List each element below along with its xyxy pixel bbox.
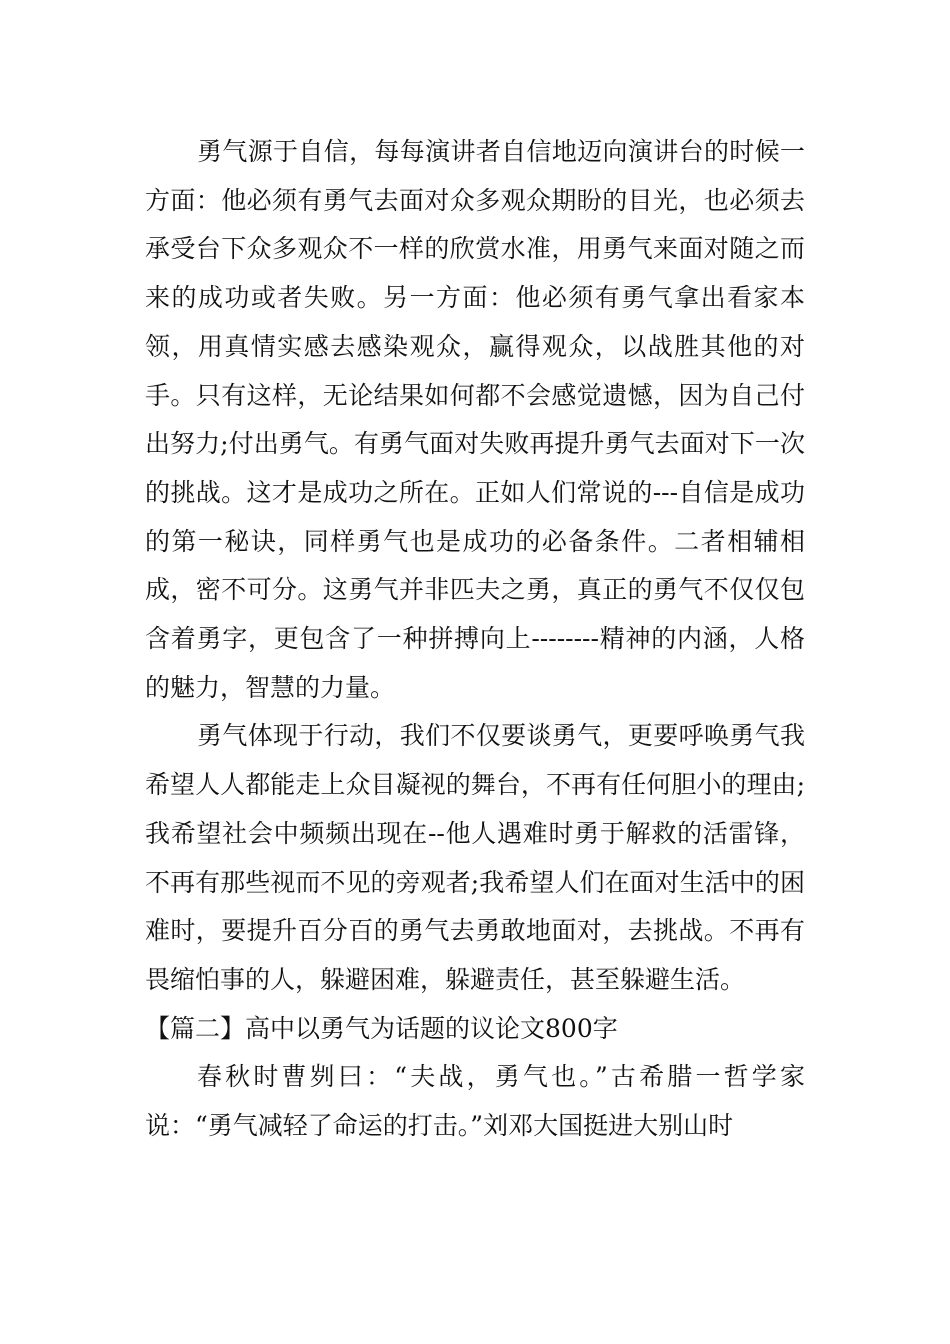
paragraph-history: 春秋时曹刿曰：“夫战，勇气也。”古希腊一哲学家说：“勇气减轻了命运的打击。”刘邓大国挺进大别山时 [145,1062,805,1141]
section-heading: 【篇二】高中以勇气为话题的议论文800字 [145,1013,618,1043]
document-body [145,128,805,1151]
paragraph-action: 勇气体现于行动，我们不仅要谈勇气，更要呼唤勇气我希望人人都能走上众目凝视的舞台，不再有任何胆小的理由;我希望社会中频频出现在--他人遇难时勇于解救的活雷锋，不再有那些视而不见的旁观者;我希望人们在面对生活中的困难时，要提升百分百的勇气去勇敢地面对，去挑战。不再有畏缩怕事的人，躲避困难，躲避责任，甚至躲避生活。 [145,721,805,994]
paragraph-confidence: 勇气源于自信，每每演讲者自信地迈向演讲台的时候一方面：他必须有勇气去面对众多观众期盼的目光，也必须去承受台下众多观众不一样的欣赏水准，用勇气来面对随之而来的成功或者失败。另一方面：他必须有勇气拿出看家本领，用真情实感去感染观众，赢得观众，以战胜其他的对手。只有这样，无论结果如何都不会感觉遗憾，因为自己付出努力;付出勇气。有勇气面对失败再提升勇气去面对下一次的挑战。这才是成功之所在。正如人们常说的---自信是成功的第一秘诀，同样勇气也是成功的必备条件。二者相辅相成，密不可分。这勇气并非匹夫之勇，真正的勇气不仅仅包含着勇字，更包含了一种拼搏向上--------精神的内涵，人格的魅力，智慧的力量。 [145,137,805,702]
